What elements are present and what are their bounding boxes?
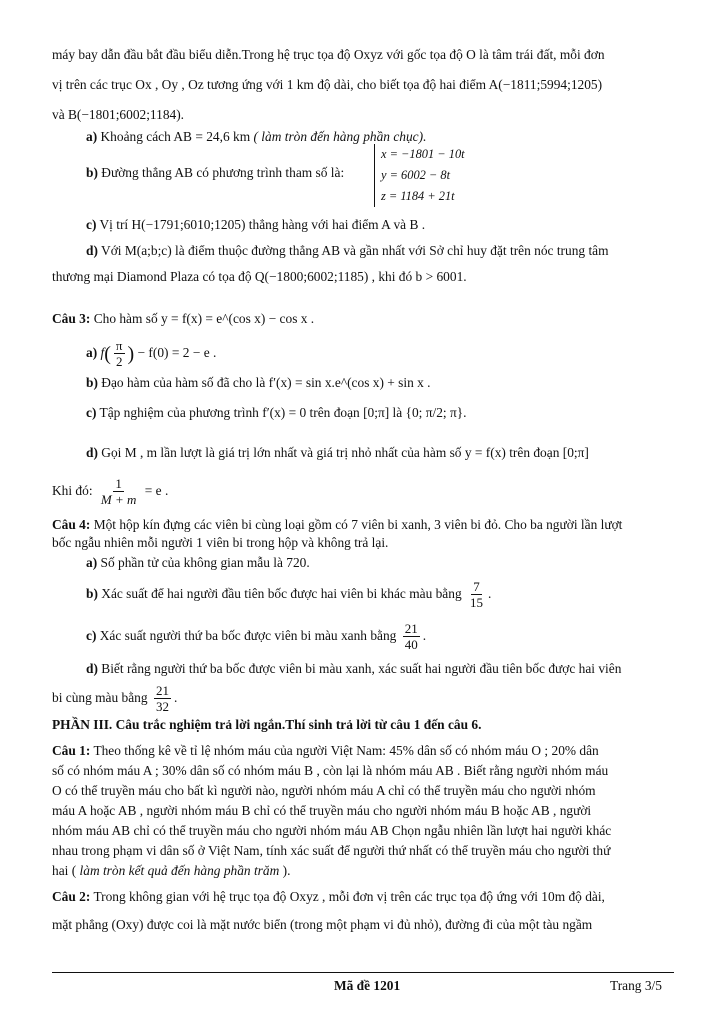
numerator: 7 — [473, 579, 480, 595]
text-line-content: số có nhóm máu A ; 30% dân số có nhóm máu B , còn lại là nhóm máu AB . Biết rằng người nhóm máu — [52, 763, 609, 778]
text-line-content: vị trên các trục Ox , Oy , Oz tương ứng với 1 km độ dài, cho biết tọa độ hai điểm A(−1811;5994;1205) — [52, 77, 603, 92]
text-line — [52, 534, 674, 552]
text-line — [52, 46, 674, 64]
statement-c — [86, 216, 674, 234]
statement-text: Tập nghiệm của phương trình f′(x) = 0 trên đoạn [0;π] là {0; π/2; π}. — [99, 405, 467, 420]
statement-label: c) — [86, 628, 97, 643]
text-line — [52, 822, 674, 840]
denominator: 2 — [115, 354, 123, 370]
text-line-content: máu A hoặc AB , người nhóm máu B chỉ có thể truyền máu cho người nhóm máu B hoặc AB , người — [52, 803, 592, 818]
numerator: π — [115, 338, 123, 354]
text-line: bi cùng màu bằng $\frac{21}{32}$ . — [52, 683, 178, 715]
statement-text: Khoảng cách AB = 24,6 km — [100, 129, 251, 144]
question-text: Một hộp kín đựng các viên bi cùng loại gồm có 7 viên bi xanh, 3 viên bi đỏ. Cho ba người lần lượt — [93, 517, 623, 532]
text-line-content: bi cùng màu bằng — [52, 690, 148, 705]
denominator: M + m — [100, 492, 137, 508]
text-line — [52, 862, 674, 880]
text-line — [52, 474, 674, 508]
statement-text: Xác suất để hai người đầu tiên bốc được hai viên bi khác màu bằng — [101, 586, 462, 601]
exam-code: Mã đề 1201 — [334, 978, 401, 993]
text-line-note: làm tròn kết quả đến hàng phần trăm — [79, 863, 280, 878]
statement-label: a) — [86, 345, 98, 360]
text-line-content: O có thể truyền máu cho bất kì người nào, người nhóm máu A chỉ có thể truyền máu cho người nhóm — [52, 783, 596, 798]
question-label: Câu 1: — [52, 743, 91, 758]
statement-text: Đạo hàm của hàm số đã cho là f′(x) = sin x.e^(cos x) + sin x . — [101, 375, 431, 390]
statement-text: Đường thẳng AB có phương trình tham số là: — [101, 165, 345, 180]
statement-label: d) — [86, 661, 98, 676]
statement-text: − f(0) = 2 − e . — [137, 345, 217, 360]
equation-x: x = −1801 − 10t — [381, 147, 465, 161]
statement-label: d) — [86, 243, 98, 258]
denominator: 32 — [155, 699, 169, 715]
statement-4a — [86, 554, 674, 572]
question-1 — [52, 742, 674, 760]
fraction — [114, 338, 125, 369]
statement-d — [86, 242, 674, 260]
text-line — [52, 916, 674, 934]
function-name: f — [100, 345, 105, 360]
question-text: Cho hàm số y = f(x) = e^(cos x) − cos x . — [93, 311, 315, 326]
statement-label: b) — [86, 165, 98, 180]
statement-text: Vị trí H(−1791;6010;1205) thẳng hàng với hai điểm A và B . — [99, 217, 426, 232]
text-line-content: Khi đó: — [52, 483, 93, 498]
text-line-content: mặt phẳng (Oxy) được coi là mặt nước biển (trong một phạm vi đủ nhỏ), đường đi của một tàu ngầm — [52, 917, 593, 932]
text-line — [52, 842, 674, 860]
text-line-content: máy bay dẫn đầu bắt đầu biểu diễn.Trong hệ trục tọa độ Oxyz với gốc tọa độ O là tâm trái đất, mỗi đơn — [52, 47, 605, 62]
statement-label: c) — [86, 217, 97, 232]
equation-z: z = 1184 + 21t — [381, 189, 455, 203]
text-line-content: = e . — [144, 483, 169, 498]
denominator: 15 — [470, 595, 483, 611]
question-label: Câu 3: — [52, 311, 91, 326]
text-line-content: nhóm máu AB chỉ có thể truyền máu cho người nhóm máu AB Chọn ngẫu nhiên lần lượt hai người khác — [52, 823, 612, 838]
numerator: 21 — [155, 683, 169, 699]
question-label: Câu 2: — [52, 889, 91, 904]
text-line-content: hai ( — [52, 863, 77, 878]
statement-note: ( làm tròn đến hàng phần chục). — [253, 129, 427, 144]
statement-label: a) — [86, 129, 98, 144]
statement-text: Số phần tử của không gian mẫu là 720. — [100, 555, 310, 570]
footer-divider — [52, 972, 674, 973]
statement-4b: b) Xác suất để hai người đầu tiên bốc được hai viên bi khác màu bằng $\frac{7}{15}$ . — [86, 579, 492, 611]
statement-3c — [86, 404, 674, 422]
statement-label: b) — [86, 375, 98, 390]
question-text: Trong không gian với hệ trục tọa độ Oxyz , mỗi đơn vị trên các trục tọa độ ứng với 10m độ dài, — [93, 889, 605, 904]
text-line — [52, 782, 674, 800]
text-line-content: và B(−1801;6002;1184). — [52, 107, 185, 122]
text-line — [52, 762, 674, 780]
statement-text: Biết rằng người thứ ba bốc được viên bi màu xanh, xác suất hai người đầu tiên bốc được hai viên — [101, 661, 622, 676]
question-3 — [52, 310, 674, 328]
denominator: 40 — [404, 637, 418, 653]
text-line-content: bốc ngẫu nhiên mỗi người 1 viên bi trong hộp và không trả lại. — [52, 535, 389, 550]
page-number: Trang 3/5 — [610, 978, 662, 993]
statement-4c: c) Xác suất người thứ ba bốc được viên bi màu xanh bằng $\frac{21}{40}$ . — [86, 621, 427, 653]
fraction — [468, 579, 485, 610]
numerator: 21 — [404, 621, 418, 637]
statement-label: a) — [86, 555, 98, 570]
fraction — [99, 476, 139, 507]
question-text: Theo thống kê về tỉ lệ nhóm máu của người Việt Nam: 45% dân số có nhóm máu O ; 20% dân — [93, 743, 599, 758]
fraction — [154, 683, 171, 714]
statement-3b — [86, 374, 674, 392]
section-heading: PHẦN III. Câu trắc nghiệm trả lời ngắn.Thí sinh trả lời từ câu 1 đến câu 6. — [52, 717, 482, 732]
text-line-content: nhau trong phạm vi dân số ở Việt Nam, tính xác suất để người thứ nhất có thể truyền máu cho người thứ — [52, 843, 611, 858]
parametric-system — [374, 144, 465, 207]
text-line — [52, 268, 674, 286]
statement-label: d) — [86, 445, 98, 460]
statement-label: c) — [86, 405, 97, 420]
question-label: Câu 4: — [52, 517, 91, 532]
statement-4d — [86, 660, 674, 678]
equation-y: y = 6002 − 8t — [381, 168, 451, 182]
text-line — [52, 76, 674, 94]
text-line-content: ). — [282, 863, 291, 878]
statement-3a: a) f( $\frac{\pi}{2}$ ) − f(0) = 2 − e . — [86, 338, 217, 370]
statement-text: Gọi M , m lần lượt là giá trị lớn nhất và giá trị nhỏ nhất của hàm số y = f(x) trên đoạn [0;π] — [101, 445, 589, 460]
numerator: 1 — [115, 476, 122, 492]
statement-text: Với M(a;b;c) là điểm thuộc đường thẳng AB và gần nhất với Sở chỉ huy đặt trên nóc trung tâm — [101, 243, 609, 258]
text-line — [52, 802, 674, 820]
fraction — [403, 621, 420, 652]
question-2 — [52, 888, 674, 906]
question-4 — [52, 516, 674, 534]
text-line — [52, 106, 674, 124]
statement-3d — [86, 444, 674, 462]
statement-label: b) — [86, 586, 98, 601]
statement-text: Xác suất người thứ ba bốc được viên bi màu xanh bằng — [99, 628, 397, 643]
text-line-content: thương mại Diamond Plaza có tọa độ Q(−1800;6002;1185) , khi đó b > 6001. — [52, 269, 467, 284]
